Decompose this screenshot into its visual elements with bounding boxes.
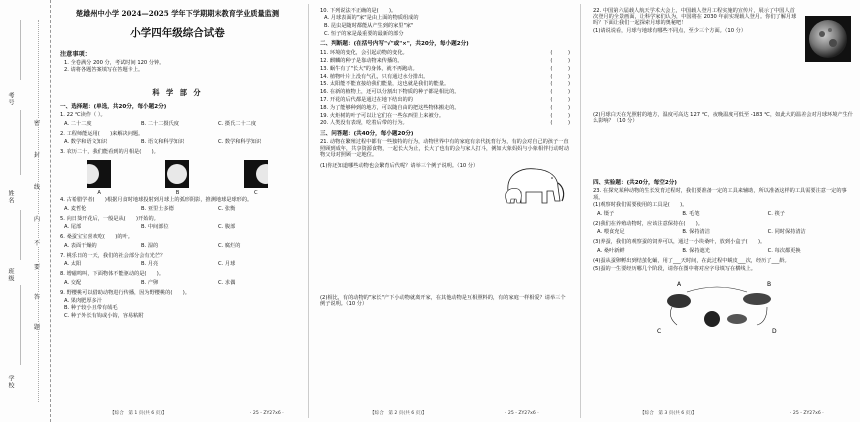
option: A. 表面干燥的 [64,242,97,249]
page-code: · 25 - ZY27x6 · [790,411,824,416]
section-heading: 一、选择题：(单选，共20分，每小题2分) [60,103,167,110]
question-23-part-3-options [597,248,853,254]
binding-line [20,210,21,260]
question-21: 21. 动物在繁殖过程中都有一些独特的行为，动物世界中有的家庭有亲代抚育行为，有的会对自己的孩子一直照顾到成年，共享资源食物，一起长大为止，长大了也有的会与家人打斗，例如大象妈妈与小象相伴行动时动物父母对照顾一定地位。 [320,139,570,158]
tf-question-text: 14. 植物叶片上没有气孔，只有通过水分排出。 [320,73,429,80]
question-10: 10. 下列说法不正确的是( )。 [320,7,397,14]
question-22: 22. 中国第六届载人航天学术大会上，中国载人登月工程实施的宣传片，展示了中国人首次登月的全景画面，让科学家们认为，中国将在 2030 年前实现载人登月。你们了解月球吗？下面让我们一起探索月球的奥秘吧！ [593,7,797,27]
page-footer: 【综合 第 1 页(共 6 页)】 [110,411,167,416]
binding-label-name: 姓名 [7,190,14,204]
option-label: A [97,189,101,196]
moon-phase-labels [60,190,295,196]
tf-question [320,120,570,126]
tf-question-text: 18. 为了能够种到的地方，可以随自由的把这些物体搬走的。 [320,104,460,111]
question-23-part-5: (5)蚕的一生要经历哪几个阶段，请你在图中将对应字母填写在横线上。 [593,265,756,272]
answer-parens: ( ) [550,50,570,57]
seal-char: 线 [34,184,41,191]
seal-char: 内 [34,216,41,223]
tf-question-text: 16. 在新的植物上，还可以分割出下物质的种子都是相比的。 [320,89,460,96]
option: C. 种子外长有钩或小钩，容易粘附 [64,313,144,320]
question-4-options [64,206,295,212]
notice-item: 2. 请将各题答案填写在答题卡上。 [64,66,144,73]
tf-question-text: 19. 火炬树的叶子可以让它们在一些东西里上来被分。 [320,112,445,119]
seal-line [38,20,39,402]
question-23-part-1-options [597,211,853,217]
seal-char: 要 [34,264,41,271]
tf-question [320,58,570,64]
stage-label-a: A [677,281,682,289]
section-heading: 二、判断题：(在括号内写"√"或"×"，共20分，每小题2分) [320,41,469,48]
answer-space [320,207,570,293]
answer-space [593,126,853,176]
answer-parens: ( ) [550,89,570,96]
answer-parens: ( ) [550,57,570,64]
option: A. 二十二度 [64,120,92,127]
answer-parens: ( ) [550,65,570,72]
tf-question [320,50,570,56]
question-7-options [64,261,295,267]
answer-parens: ( ) [550,81,570,88]
seal-char: 题 [34,324,41,331]
tf-question [320,74,570,80]
option: B. 语文和科学知识 [141,139,185,146]
option: A. 喂食充足 [597,229,625,236]
question-23: 23. 在探究某种动物的生长发育过程时，我们要准备一定的工具来辅助，所以准备这样的工具需要注意一定的事项。 [593,188,847,201]
option: A. 交配 [64,279,82,286]
option: C. 腐烂的 [218,242,241,249]
exam-header-title: 楚雄州中小学 2024—2025 学年下学期期末教育学业质量监测 [75,9,280,18]
option: C. 筷子 [767,210,785,217]
answer-parens: ( ) [550,73,570,80]
stage-label-b: B [767,281,772,289]
tf-question-text: 17. 开花的后代都是通过在地下结出的的 [320,96,413,103]
binding-label-class: 班级 [7,268,14,282]
binding-line [20,110,21,175]
answer-parens: ( ) [550,96,570,103]
seal-char: 答 [34,294,41,301]
seal-char: 不 [34,240,41,247]
silkworm-lifecycle-diagram [617,277,817,337]
question-23-part-3: (3)养蚕，我们的观察蚕的饲养可以，通过一小块桑叶，放到小盒子( )。 [593,239,766,246]
tf-question [320,66,570,72]
page-1-column [60,6,295,412]
answer-parens: ( ) [550,104,570,111]
option: C. 月球 [218,261,236,268]
binding-label-school: 学校 [7,375,14,389]
page-divider [580,4,581,418]
section-heading: 四、实验题：(共20分，每空2分) [593,179,677,186]
option: B. 种子较小且带有绒毛 [64,305,118,312]
option: A. 数学和语文知识 [64,139,108,146]
option: A. 果肉肥厚多汁 [64,297,102,304]
option-label: C [254,189,258,196]
binding-line [20,285,21,365]
tf-question-text: 12. 麒麟的种子是靠动物来传播的。 [320,57,403,64]
tf-question-text: 11. 环境的变化，会引起动物的变化。 [320,50,408,57]
tf-question-text: 20. 人类没有表现，吃着后带的行为。 [320,120,408,127]
seal-char: 密 [34,120,41,127]
moon-phase-images [60,160,295,188]
question-23-part-2: (2)我们在养殖动物时，应该注意保持在( )。 [593,220,703,227]
page-footer: 【综合 第 3 页(共 6 页)】 [640,411,697,416]
question-1-options [64,121,295,127]
option: C. 求偶 [218,279,236,286]
tf-question [320,113,570,119]
page-2-column [320,6,570,412]
question-4: 4. 古希腊学者( )根据月食时地球投射到月球上的弧形阴影，推测地球是球形的。 [60,197,253,204]
option: B. 二十二摄氏度 [141,120,179,127]
moon-phase-a-image [87,160,111,188]
option: A. 太阳 [64,261,82,268]
question-23-part-2-options [597,229,853,235]
binding-label-id: 考号 [7,92,14,106]
notice-item: 1. 全卷满分 200 分，考试时间 120 分钟。 [64,59,165,66]
binding-strip [0,0,51,422]
page-divider [308,4,309,418]
binding-line [20,20,21,80]
question-21-part-1-row [320,161,570,207]
question-2: 2. 工程师能运用( )来解决问题。 [60,130,144,137]
question-6: 6. 桑蚕宝宝喜欢吃( )的叶。 [60,234,133,241]
stage-label-d: D [772,328,777,336]
option: A. 尾部 [64,224,82,231]
question-2-options [64,139,295,145]
stage-label-c: C [657,328,662,336]
question-22-part-1: (1)请说说看，月球与地球有哪些不同点，至少三个方面。（10 分） [593,27,747,34]
option-label: B [175,189,180,196]
elephant-image [500,161,570,207]
option: B. 月亮 [141,261,159,268]
question-23-part-4: (4)蚕从蚕卵孵出到结茧化蛹，用了___天时间，在此过程中蜕皮___次，经历了___龄。 [593,257,790,264]
notice-heading: 注意事项： [60,51,91,59]
option: C. 同时保持清洁 [767,229,806,236]
option: B. 中间部位 [141,224,169,231]
tf-question-text: 15. 太阳能不能直接给我们能量，这也就是我们的能量。 [320,81,450,88]
tf-question [320,81,570,87]
tf-question [320,97,570,103]
question-22-part-2: (2)月球白天在光照射的地方，温度可高达 127 ℃，夜晚温度可低至 -183 ℃，如此大的温差会对月球环境产生什么影响？（10 分） [593,111,853,124]
page-3-column [593,6,853,412]
page-code: · 25 - ZY27x6 · [250,411,284,416]
exam-paper-title: 小学四年级综合试卷 [130,26,225,39]
question-23-part-1: (1)观察时我们需要使用的工具是( )。 [593,202,688,209]
option: B. 产卵 [141,279,159,286]
question-8-options [64,280,295,286]
option: B. 保持清洁 [682,229,710,236]
option: C. 腹部 [218,224,236,231]
option: A. 桑叶新鲜 [597,247,625,254]
science-part-title: 科 学 部 分 [152,88,203,98]
question-22-text-block [593,6,799,62]
question-21-part-1: (1)你还知道哪些动物也会繁育后代呢？请举三个例子说明。（10 分） [320,162,479,169]
question-6-options [64,243,295,249]
option: C. 每次都更换 [767,247,801,254]
question-5: 5. 向日葵开花后，一般是从( )开始的。 [60,215,159,222]
question-22-row [593,6,853,62]
section-heading: 三、问答题：(共40分，每小题20分) [320,130,414,137]
answer-parens: ( ) [550,112,570,119]
page-code: · 25 - ZY27x6 · [505,411,539,416]
question-21-part-2: (2)相比，有的动物的"家长"产下小动物就离开家，在其他动物是互相照料的，有的家庭一样相爱？请举三个例子说明。（10 分） [320,294,566,307]
tf-question-text: 13. 蜗牛有了"长大"的身体，就不再跑动。 [320,65,418,72]
option: C. 摄氏二十二度 [218,120,257,127]
moon-phase-c-image [244,160,268,188]
option: C. 数学和科学知识 [218,139,262,146]
tf-question [320,105,570,111]
question-3: 3. 农历二十，我们能看到的月相是( )。 [60,149,159,156]
question-8: 8. 增磁鸣叫，下面物体不能驱动的是( )。 [60,271,165,278]
option: C. 张衡 [218,205,236,212]
moon-photo [805,16,851,62]
moon-phase-b-image [165,160,189,188]
option: B. 湿的 [141,242,159,249]
question-9: 9. 野樱桃可以借助动物进行传播，因为野樱桃的( )。 [60,289,190,296]
option: A. 麦哲伦 [64,205,87,212]
option: C. 恒子的家是最重要的最新的部分 [324,31,404,38]
option: B. 毛笔 [682,210,700,217]
option: B. 保持遮光 [682,247,710,254]
answer-space [593,62,853,110]
option: A. 镊子 [597,210,615,217]
answer-parens: ( ) [550,120,570,127]
page-footer: 【综合 第 2 页(共 6 页)】 [370,411,427,416]
seal-char: 封 [34,152,41,159]
question-1: 1. 22 ℃读作（ ）。 [60,112,106,119]
option: B. 昆虫是随时都能从产生到的家里"家" [324,23,414,30]
question-5-options [64,224,295,230]
option: B. 亚里士多德 [141,205,174,212]
tf-question [320,89,570,95]
option: A. 月球表面的"家"是由上面的物质组成的 [324,15,419,22]
question-7: 7. 桃乐日的一天，我们的社会部分会有光芒？ [60,252,166,259]
